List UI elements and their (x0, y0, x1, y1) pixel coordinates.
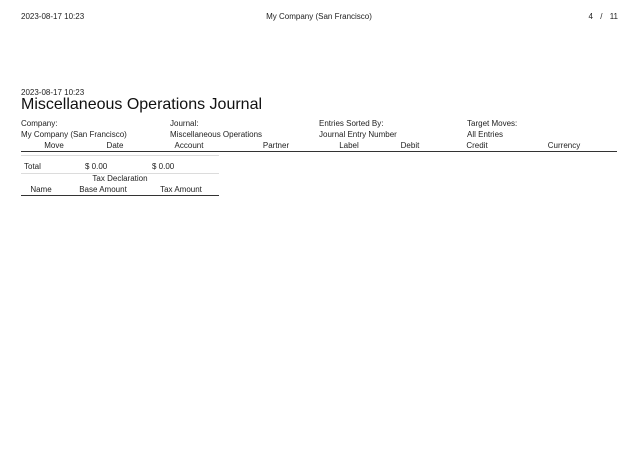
page-total: 11 (609, 12, 618, 21)
col-debit: Debit (400, 141, 420, 150)
journal-table-header (21, 140, 617, 152)
tax-table-header (21, 185, 219, 196)
tax-col-tax-amount: Tax Amount (160, 185, 202, 194)
tax-col-base-amount: Base Amount (79, 185, 127, 194)
report-date: 2023-08-17 10:23 (21, 88, 85, 97)
header-company: My Company (San Francisco) (266, 12, 372, 21)
info-journal-label: Journal: (170, 119, 199, 128)
col-move: Move (44, 141, 64, 150)
col-currency: Currency (547, 141, 581, 150)
info-sorted-value: Journal Entry Number (319, 130, 397, 139)
totals-row (21, 155, 219, 174)
info-target-value: All Entries (467, 130, 504, 139)
totals-debit: $ 0.00 (85, 162, 108, 171)
header-datetime: 2023-08-17 10:23 (21, 12, 85, 21)
page-current: 4 (588, 12, 593, 21)
info-target-label: Target Moves: (467, 119, 518, 128)
info-company-label: Company: (21, 119, 58, 128)
col-label: Label (339, 141, 359, 150)
report-title: Miscellaneous Operations Journal (21, 96, 263, 113)
tax-col-name: Name (30, 185, 52, 194)
totals-credit: $ 0.00 (152, 162, 175, 171)
info-journal-value: Miscellaneous Operations (170, 130, 263, 139)
info-sorted-label: Entries Sorted By: (319, 119, 384, 128)
col-partner: Partner (262, 141, 290, 150)
totals-label: Total (24, 162, 41, 171)
info-company-value: My Company (San Francisco) (21, 130, 127, 139)
page-separator: / (600, 12, 603, 21)
col-account: Account (174, 141, 204, 150)
col-date: Date (106, 141, 124, 150)
col-credit: Credit (466, 141, 488, 150)
page-counter (589, 12, 618, 21)
tax-declaration-title: Tax Declaration (92, 174, 148, 183)
